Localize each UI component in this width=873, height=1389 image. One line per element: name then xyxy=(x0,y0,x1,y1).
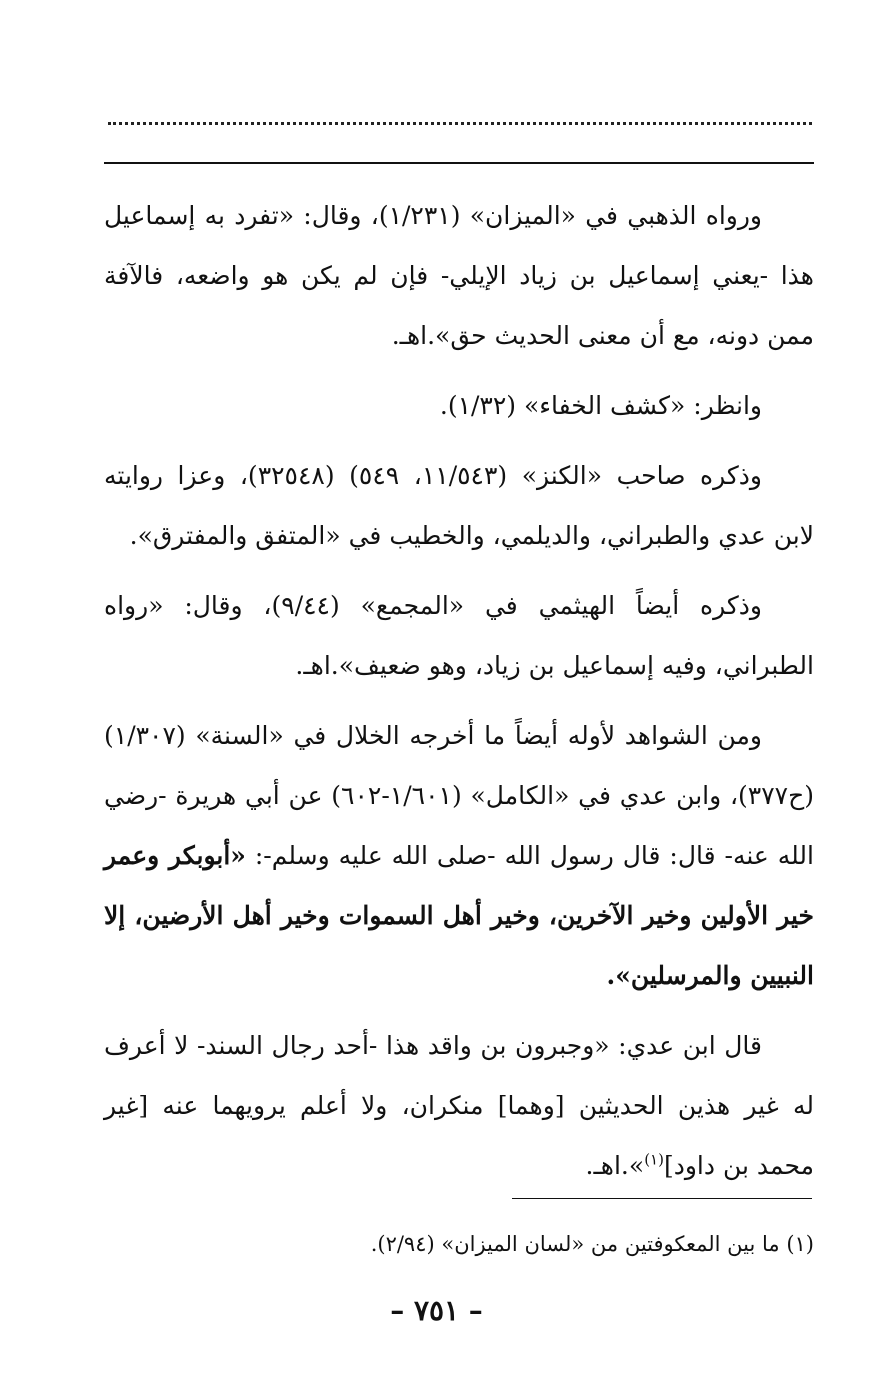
footnote-marker: (١) xyxy=(644,1150,664,1169)
page-number: – ٧٥١ – xyxy=(390,1294,483,1327)
footnote: (١) ما بين المعكوفتين من «لسان الميزان» (٢/٩٤). xyxy=(370,1232,814,1256)
header-rule xyxy=(104,162,814,164)
paragraph-dhahabi: ورواه الذهبي في «الميزان» (١/٢٣١)، وقال: «تفرد به إسماعيل هذا -يعني إسماعيل بن زياد الإيلي- فإن لم يكن هو واضعه، فالآفة ممن دونه، مع أن معنى الحديث حق».اهـ. xyxy=(104,201,814,350)
paragraph-haythami: وذكره أيضاً الهيثمي في «المجمع» (٩/٤٤)، وقال: «رواه الطبراني، وفيه إسماعيل بن زياد، وهو ضعيف».اهـ. xyxy=(104,591,814,680)
hadith-quote: «أبوبكر وعمر خير الأولين وخير الآخرين، وخير أهل السموات وخير أهل الأرضين، إلا النبيين والمرسلين». xyxy=(104,841,814,990)
main-text xyxy=(104,186,814,1206)
footnote-rule xyxy=(512,1198,812,1199)
paragraph-kanz: وذكره صاحب «الكنز» (١١/٥٤٣، ٥٤٩) (٣٢٥٤٨)، وعزا روايته لابن عدي والطبراني، والديلمي، والخطيب في «المتفق والمفترق». xyxy=(104,461,814,550)
paragraph-shawahid xyxy=(104,706,814,1006)
dotted-separator xyxy=(108,122,812,125)
ibn-adi-text: قال ابن عدي: «وجبرون بن واقد هذا -أحد رجال السند- لا أعرف له غير هذين الحديثين [وهما] منكران، ولا أعلم يرويهما عنه [غير محمد بن داود] xyxy=(104,1031,814,1180)
ibn-adi-closing: ».اهـ. xyxy=(585,1151,645,1180)
paragraph-kashf-al-khafa: وانظر: «كشف الخفاء» (١/٣٢). xyxy=(439,391,762,420)
shawahid-intro: ومن الشواهد لأوله أيضاً ما أخرجه الخلال في «السنة» (١/٣٠٧) (ح٣٧٧)، وابن عدي في «الكامل» (١/٦٠١-٦٠٢) عن أبي هريرة -رضي الله عنه- قال: قال رسول الله -صلى الله عليه وسلم-: xyxy=(104,721,814,870)
paragraph-ibn-adi xyxy=(104,1016,814,1196)
